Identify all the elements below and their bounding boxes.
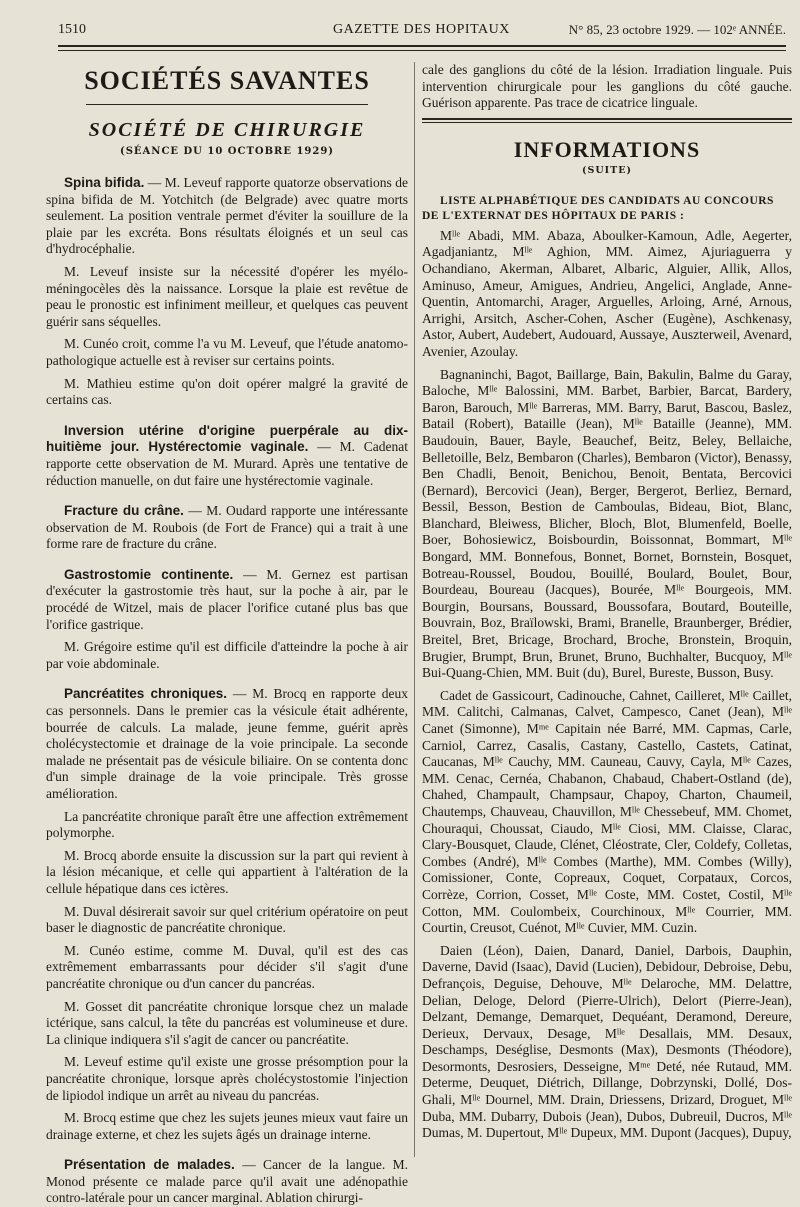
candidate-paragraph: Bagnaninchi, Bagot, Baillarge, Bain, Bakulin, Balme du Garay, Baloche, Mˡˡᵉ Balossini, MM. Barbet, Barbier, Barcat, Bardery, Baron, Barouch, Mˡˡᵉ Barreras, MM. Barry, Barut, Bascou, Baslez, Batail (Robert), Bataille (Jean), Mˡˡᵉ Bataille (Jeanne), MM. Baudouin, Bauer, Bayle, Beauchef, Beitz, Beley, Bellaiche, Belletoille, Belz, Bembaron (Charles), Bembaron (Victor), Benassy, Ben Chadli, Benoit, Benichou, Benoit, Bentata, Bercovici (Bernard), Bercovici (Jean), Berger, Bergerot, Berliez, Bernard, Bessil, Besson, Bestion de Camboulas, Bideau, Biot, Blanc, Blanchard, Bleiwess, Blicher, Bloch, Blot, Blumenfeld, Boelle, Boer, Bohosiewicz, Boisbourdin, Boissonnat, Bommart, Mˡˡᵉ Bongard, MM. Bonnefous, Bonnet, Bornet, Bornstein, Bosquet, Botreau-Roussel, Boudou, Bouillé, Boulard, Boulet, Bour, Bourdeau, Boureau (Jacques), Bourée, Mˡˡᵉ Bourgeois, MM. Bourgin, Boursans, Boussard, Boussofara, Boutard, Bouteille, Bouvrain, Boz, Braïlowski, Brami, Branelle, Braunberger, Brédier, Breitel, Bret, Bricage, Brochard, Broche, Bronstein, Broquin, Brugier, Brumpt, Brun, Brunet, Bruno, Buchhalter, Bucquoy, Mˡˡᵉ Bui-Quang-Chien, MM. Buit (du), Burel, Bureste, Busson, Busy. [422,366,792,681]
article-paragraph: Spina bifida. — M. Leveuf rapporte quatorze observations de spina bifida de M. Yotchitch (de Belgrade) avec quatre morts seulement. La position ventrale permet d'éviter la souillure de la plaie par les excréta. Bons résultats éloignés et un seul cas d'hydrocéphalie. [46,175,408,257]
article-rubric: Spina bifida. [64,175,145,190]
article-paragraph: M. Cunéo croit, comme l'a vu M. Leveuf, que l'étude anatomo-pathologique actuelle est à reviser sur certains points. [46,336,408,368]
article-paragraph: Pancréatites chroniques. — M. Brocq en rapporte deux cas personnels. Dans le premier cas la vésicule était adhérente, bourrée de calculs. La malade, jeune femme, guérit après cholécystectomie et drainage de la voie principale. La seconde malade ne présentait pas de vésicule biliaire. On se contenta donc d'un simple drainage de la voie principale. Très grosse amélioration. [46,686,408,801]
article-paragraph: M. Brocq estime que chez les sujets jeunes mieux vaut faire un drainage externe, et chez les sujets âgés un drainage interne. [46,1110,408,1142]
article-paragraph: Présentation de malades. — Cancer de la langue. M. Monod présente ce malade parce qu'il avait une adénopathie contro-latérale pour un cancer marginal. Ablation chirurgi- [46,1157,409,1206]
page-header [58,22,786,46]
issue-line: N° 85, 23 octobre 1929. — 102ᵉ ANNÉE. [568,22,786,37]
continuation-paragraph: cale des ganglions du côté de la lésion. Irradiation linguale. Puis intervention chirurgicale pour les ganglions du côté gauche. Guérison apparente. Pas trace de cicatrice linguale. [422,62,792,111]
section-title: SOCIÉTÉS SAVANTES [84,66,370,95]
article-paragraph: Fracture du crâne. — M. Oudard rapporte une intéressante observation de M. Roubois (de Fort de France) qui a trait à une forme rare de fracture du crâne. [46,503,409,552]
column-divider [414,62,415,1157]
article-paragraph: Inversion utérine d'origine puerpérale au dix-huitième jour. Hystérectomie vaginale. — M. Cadenat rapporte cette observation de M. Murard. Après une tentative de réduction manuelle, on dut faire une hystérectomie vaginale. [46,422,408,488]
article-rubric: Présentation de malades. [64,1157,235,1173]
article-paragraph: M. Duval désirerait savoir sur quel critérium opératoire on peut baser le diagnostic de pancréatite chronique. [46,903,408,936]
article-paragraph: M. Leveuf estime qu'il existe une grosse présomption pour la pancréatite chronique, lorsque après cholécystostomie l'injection de lipiodol indique un arrêt au niveau du pancréas. [46,1054,408,1103]
article-rubric: Fracture du crâne. [64,503,184,519]
header-rule [58,45,786,47]
article-paragraph: M. Gosset dit pancréatite chronique lorsque chez un malade ictérique, sans calcul, la tête du pancréas est volumineuse et dure. La clinique indiquera s'il s'agit de cancer ou pancréatite. [46,998,408,1047]
article-rubric: Pancréatites chroniques. [64,686,228,702]
article-paragraph: Gastrostomie continente. — M. Gernez est partisan d'exécuter la gastrostomie très haut, sur la poche à air, par le procédé de Witzel, mais de placer l'orifice cutané plus bas que l'orifice gastrique. [46,566,409,632]
header-rule-thin [58,50,786,51]
info-title: INFORMATIONS [513,136,701,162]
list-heading: LISTE ALPHABÉTIQUE DES CANDIDATS AU CONCOURS DE L'EXTERNAT DES HÔPITAUX DE PARIS : [422,194,774,222]
article-rubric: Inversion utérine d'origine puerpérale au dix-huitième jour. Hystérectomie vaginale. [46,422,408,455]
left-column [46,62,409,1206]
page-number: 1510 [58,22,86,37]
seance-date: (SÉANCE DU 10 OCTOBRE 1929) [119,146,335,157]
article-paragraph: M. Grégoire estime qu'il est difficile d'atteindre la poche à air par voie abdominale. [46,639,408,671]
article-paragraph: La pancréatite chronique paraît être une affection extrêmement polymorphe. [46,808,408,841]
info-rule [422,118,792,120]
info-subtitle: (SUITE) [582,164,632,176]
article-paragraph: M. Brocq aborde ensuite la discussion sur la part qui revient à la lésion mécanique, et celle qui appartient à l'altération de la cellule hépatique dans ces ictères. [46,847,408,896]
article-paragraph: M. Leveuf insiste sur la nécessité d'opérer les myélo-méningocèles dès la naissance. Lorsque la plaie est revêtue de peau le pronostic est infiniment meilleur, et quelques cas peuvent guérir sans séquelles. [46,263,408,329]
article-rubric: Gastrostomie continente. [64,566,234,582]
article-paragraph: M. Cunéo estime, comme M. Duval, qu'il est des cas extrêmement embarrassants pour décider s'il s'agit d'une pancréatite chronique ou d'un cancer du pancréas. [46,942,408,991]
society-title: SOCIÉTÉ DE CHIRURGIE [88,119,366,141]
right-column [422,62,792,1157]
publication-name: GAZETTE DES HOPITAUX [333,22,510,37]
article-paragraph: M. Mathieu estime qu'on doit opérer malgré la gravité de certains cas. [46,375,408,408]
candidate-paragraph: Cadet de Gassicourt, Cadinouche, Cahnet, Cailleret, Mˡˡᵉ Caillet, MM. Calitchi, Calmanas, Calvet, Campesco, Canet (Jean), Mˡˡᵉ Canet (Simonne), Mᵐᵉ Capitain née Barré, MM. Capmas, Carle, Carniol, Carrez, Casalis, Castany, Castello, Castets, Catinat, Caucanas, Mˡˡᵉ Cauchy, MM. Cauneau, Cauvy, Cayla, Mˡˡᵉ Cazes, MM. Cenac, Cernéa, Chabanon, Chabaud, Chabert-Ostland (de), Chahed, Champault, Champsaur, Chapoy, Charton, Chaumeil, Chautemps, Chauveau, Chauvillon, Mˡˡᵉ Chessebeuf, MM. Chomet, Chouraqui, Choussat, Ciaudo, Mˡˡᵉ Ciosi, MM. Claisse, Clarac, Clary-Bousquet, Claude, Clénet, Cléostrate, Cler, Coldefy, Colletas, Combes (André), Mˡˡᵉ Combes (Marthe), MM. Combes (Willy), Comissioner, Conte, Copreaux, Coquet, Corpataux, Corcos, Corrèze, Corrion, Cosset, Mˡˡᵉ Coste, MM. Costet, Costil, Mˡˡᵉ Cotton, MM. Coulombeix, Courchinoux, Mˡˡᵉ Courrier, MM. Courtin, Creusot, Cuénot, Mˡˡᵉ Cuvier, MM. Cuzin. [422,687,792,936]
candidate-paragraph: Daien (Léon), Daien, Danard, Daniel, Darbois, Dauphin, Daverne, David (Isaac), David (Lucien), Debidour, Debroise, Debu, Defrançois, Deguise, Dehouve, Mˡˡᵉ Delaroche, MM. Delattre, Delian, Deloge, Delord (Pierre-Ulrich), Delort (Pierre-Jean), Delzant, Demange, Demarquet, Dequéant, Deramond, Dereure, Derieux, Dervaux, Desage, Mˡˡᵉ Desallais, MM. Desaux, Deschamps, Deséglise, Desmonts (Max), Desmonts (Théodore), Desormonts, Desrosiers, Desseigne, Mᵐᵉ Deté, née Rutaud, MM. Determe, Deuquet, Diétrich, Dillange, Dobrzynski, Dollé, Dos-Ghali, Mˡˡᵉ Dournel, MM. Drain, Driessens, Drizard, Droguet, Mˡˡᵉ Duba, MM. Dubarry, Dubois (Jean), Dubos, Dubreuil, Ducros, Mˡˡᵉ Dumas, M. Dupertout, Mˡˡᵉ Dupeux, MM. Dupont (Jacques), Dupuy, [422,942,792,1141]
section-rule [86,104,368,105]
candidate-paragraph: Mˡˡᵉ Abadi, MM. Abaza, Aboulker-Kamoun, Adle, Aegerter, Agadjaniantz, Mˡˡᵉ Aghion, MM. Aimez, Ajuriaguerra y Ochandiano, Akerman, Albaret, Albaric, Alguier, Allik, Allos, Aminuso, Ameur, Amigues, Andrieu, Angelici, Anglade, Anne-Quentin, Antomarchi, Arager, Arguelles, Arloing, Arné, Arnous, Arrighi, Arsitch, Ascher-Cohen, Ascher (Eugène), Aschkenasy, Astor, Aubert, Audebert, Audouard, Aussaye, Auszterweil, Avenard, Avenier, Azoulay. [422,227,792,359]
info-rule-thin [422,122,792,123]
